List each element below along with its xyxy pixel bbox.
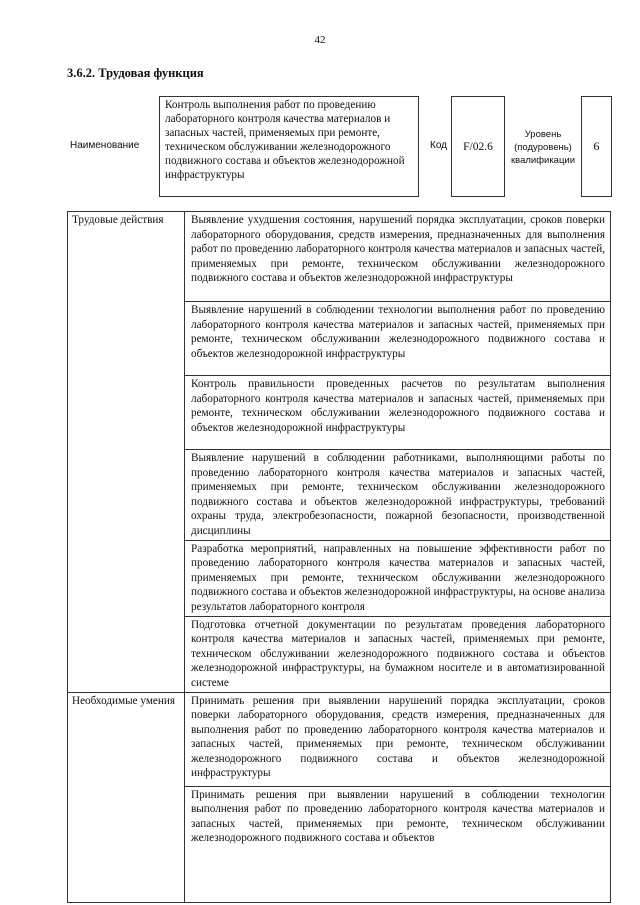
labor-action-cell: [185, 376, 611, 450]
function-details-table: [67, 211, 611, 903]
skill-cell: [185, 692, 611, 786]
function-name-box: Контроль выполнения работ по проведению лабораторного контроля качества материалов и запасных частей, применяемых при ремонте, техническом обслуживании железнодорожного подвижного состава и объектов железнодорожной инфраструктуры: [159, 96, 419, 197]
skill-cell: [185, 786, 611, 903]
skill-text: Принимать решения при выявлении нарушений в соблюдении технологии выполнения работ по проведению лабораторного контроля качества материалов и запасных частей, применяемых при ремонте, техническом обслуживании железнодорожного подвижного состава и объектов: [191, 788, 605, 845]
labor-action-cell: [185, 450, 611, 541]
required-skills-label: Необходимые умения: [68, 692, 185, 903]
labor-action-text: Выявление ухудшения состояния, нарушений порядка эксплуатации, сроков поверки лабораторного оборудования, средств измерения, предназначенных для выполнения работ по проведению лабораторного контроля качества материалов и запасных частей, применяемых при ремонте, техническом обслуживании железнодорожного подвижного состава и объектов железнодорожной инфраструктуры: [191, 214, 605, 285]
name-label: Наименование: [70, 140, 140, 151]
labor-action-cell: [185, 302, 611, 376]
labor-actions-label: Трудовые действия: [68, 212, 185, 693]
table-row: [68, 692, 611, 786]
labor-action-text: Разработка мероприятий, направленных на повышение эффективности работ по проведению лабораторного контроля качества материалов и запасных частей, применяемых при ремонте, техническом обслуживании железнодорожного подвижного состава и объектов железнодорожной инфраструктуры, на основе анализа результатов лабораторного контроля: [191, 542, 605, 613]
code-label: Код: [430, 140, 448, 151]
labor-action-text: Подготовка отчетной документации по результатам проведения лабораторного контроля качества материалов и запасных частей, применяемых при ремонте, техническом обслуживании железнодорожного подвижного состава и объектов железнодорожной инфраструктуры, на бумажном носителе и в автоматизированной системе: [191, 618, 605, 689]
code-value-box: F/02.6: [451, 96, 505, 197]
labor-action-text: Контроль правильности проведенных расчетов по результатам выполнения лабораторного контроля качества материалов и запасных частей, применяемых при ремонте, техническом обслуживании железнодорожного подвижного состава и объектов железнодорожной инфраструктуры: [191, 378, 605, 434]
section-title: 3.6.2. Трудовая функция: [67, 66, 204, 80]
labor-action-text: Выявление нарушений в соблюдении работниками, выполняющими работы по проведению лабораторного контроля качества материалов и запасных частей, применяемых при ремонте, техническом обслуживании железнодорожного подвижного состава и объектов железнодорожной инфраструктуры, требований охраны труда, электробезопасности, пожарной безопасности, производственной дисциплины: [191, 452, 605, 537]
labor-action-cell: [185, 212, 611, 302]
table-row: [68, 212, 611, 302]
page-number: 42: [314, 34, 326, 46]
labor-action-text: Выявление нарушений в соблюдении технологии выполнения работ по проведению лабораторного контроля качества материалов и запасных частей, применяемых при ремонте, техническом обслуживании железнодорожного подвижного состава и объектов железнодорожной инфраструктуры: [191, 304, 605, 360]
skill-text: Принимать решения при выявлении нарушений порядка эксплуатации, сроков поверки лабораторного оборудования, средств измерения, предназначенных для выполнения работ по проведению лабораторного контроля качества материалов и запасных частей, применяемых при ремонте, техническом обслуживании железнодорожного подвижного состава и объектов железнодорожной инфраструктуры: [191, 694, 605, 780]
level-label: Уровень (подуровень) квалификации: [510, 129, 576, 166]
level-value-box: 6: [581, 96, 612, 197]
labor-action-cell: [185, 616, 611, 692]
labor-action-cell: [185, 540, 611, 616]
